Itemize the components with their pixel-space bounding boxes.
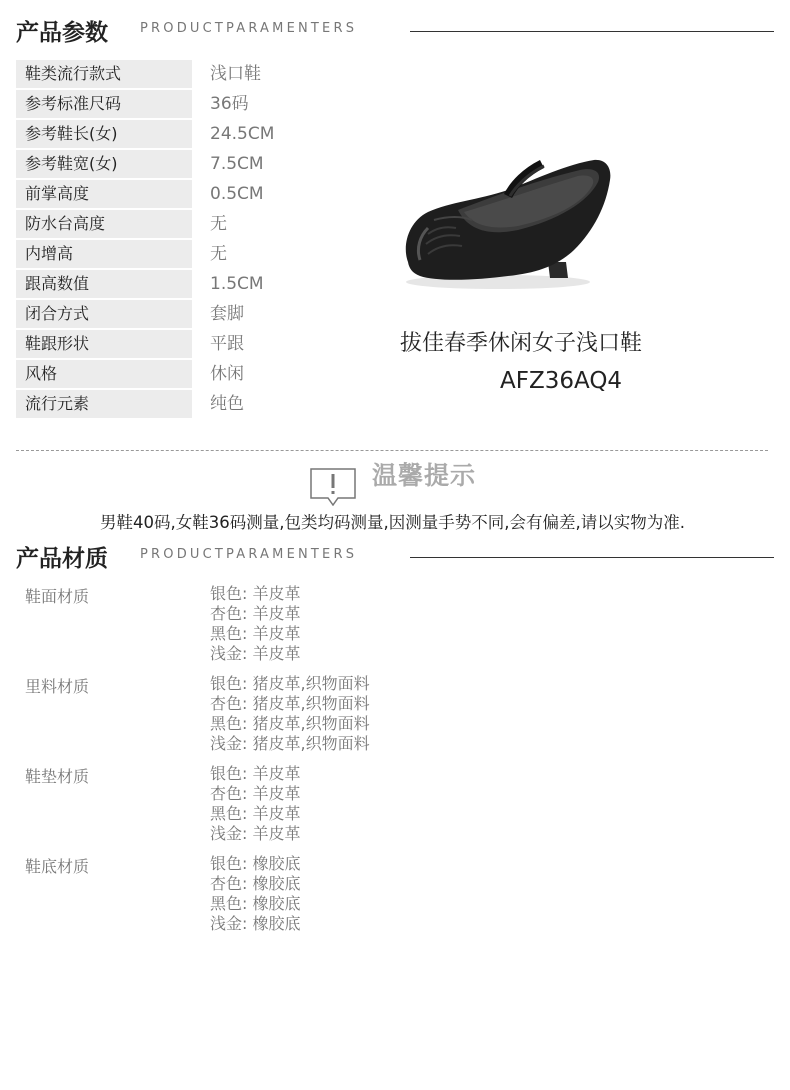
spec-row — [16, 210, 276, 240]
product-name: 拔佳春季休闲女子浅口鞋 — [400, 331, 643, 356]
material-section-subtitle: PRODUCTPARAMENTERS — [140, 547, 358, 562]
spec-value: 无 — [210, 244, 227, 264]
material-line: 银色: 羊皮革 — [210, 584, 301, 603]
material-lines — [210, 854, 300, 934]
spec-value: 0.5CM — [210, 184, 264, 204]
spec-label: 参考鞋宽(女) — [16, 150, 192, 178]
product-code: AFZ36AQ4 — [500, 368, 623, 394]
material-line: 浅金: 橡胶底 — [210, 914, 301, 933]
spec-label: 鞋跟形状 — [16, 330, 192, 358]
material-label: 鞋底材质 — [25, 857, 90, 876]
spec-label: 参考鞋长(女) — [16, 120, 192, 148]
spec-row — [16, 240, 276, 270]
params-section-header — [16, 8, 774, 48]
spec-row — [16, 330, 276, 360]
tip-text: 男鞋40码,女鞋36码测量,包类均码测量,因测量手势不同,会有偏差,请以实物为准. — [100, 513, 685, 532]
spec-row — [16, 150, 276, 180]
spec-label: 内增高 — [16, 240, 192, 268]
spec-value: 24.5CM — [210, 124, 275, 144]
spec-label: 闭合方式 — [16, 300, 192, 328]
material-section-header — [16, 534, 774, 574]
spec-value: 套脚 — [210, 304, 244, 324]
params-section-subtitle: PRODUCTPARAMENTERS — [140, 21, 358, 36]
material-line: 银色: 猪皮革,织物面料 — [210, 674, 370, 693]
material-line: 黑色: 橡胶底 — [210, 894, 301, 913]
spec-row — [16, 270, 276, 300]
spec-row — [16, 120, 276, 150]
shoe-icon — [398, 150, 616, 295]
material-line: 杏色: 羊皮革 — [210, 784, 301, 803]
material-line: 杏色: 橡胶底 — [210, 874, 301, 893]
spec-row — [16, 90, 276, 120]
spec-label: 流行元素 — [16, 390, 192, 418]
material-section-title: 产品材质 — [16, 546, 108, 572]
params-section-title: 产品参数 — [16, 20, 108, 46]
speech-bubble-exclamation-icon — [310, 468, 356, 506]
spec-row — [16, 60, 276, 90]
material-line: 黑色: 羊皮革 — [210, 624, 301, 643]
material-lines — [210, 584, 300, 664]
spec-row — [16, 360, 276, 390]
dashed-divider — [16, 450, 768, 451]
material-label: 里料材质 — [25, 677, 90, 696]
spec-row — [16, 300, 276, 330]
material-line: 银色: 橡胶底 — [210, 854, 301, 873]
spec-label: 参考标准尺码 — [16, 90, 192, 118]
material-label: 鞋面材质 — [25, 587, 90, 606]
spec-value: 浅口鞋 — [210, 64, 261, 84]
spec-table — [16, 60, 276, 420]
product-image — [398, 150, 616, 295]
spec-label: 鞋类流行款式 — [16, 60, 192, 88]
material-lines — [210, 674, 370, 754]
material-line: 杏色: 猪皮革,织物面料 — [210, 694, 370, 713]
header-rule — [410, 557, 774, 558]
spec-value: 36码 — [210, 94, 249, 114]
material-line: 浅金: 猪皮革,织物面料 — [210, 734, 370, 753]
spec-value: 7.5CM — [210, 154, 264, 174]
material-line: 浅金: 羊皮革 — [210, 644, 301, 663]
material-line: 杏色: 羊皮革 — [210, 604, 301, 623]
spec-value: 休闲 — [210, 364, 244, 384]
material-line: 黑色: 猪皮革,织物面料 — [210, 714, 370, 733]
spec-label: 跟高数值 — [16, 270, 192, 298]
spec-label: 前掌高度 — [16, 180, 192, 208]
material-label: 鞋垫材质 — [25, 767, 90, 786]
header-rule — [410, 31, 774, 32]
spec-value: 1.5CM — [210, 274, 264, 294]
material-line: 银色: 羊皮革 — [210, 764, 301, 783]
spec-label: 风格 — [16, 360, 192, 388]
spec-value: 无 — [210, 214, 227, 234]
material-lines — [210, 764, 300, 844]
spec-row — [16, 390, 276, 420]
spec-label: 防水台高度 — [16, 210, 192, 238]
material-line: 浅金: 羊皮革 — [210, 824, 301, 843]
spec-row — [16, 180, 276, 210]
spec-value: 平跟 — [210, 334, 244, 354]
tip-title: 温馨提示 — [372, 461, 477, 490]
material-line: 黑色: 羊皮革 — [210, 804, 301, 823]
spec-value: 纯色 — [210, 394, 244, 414]
